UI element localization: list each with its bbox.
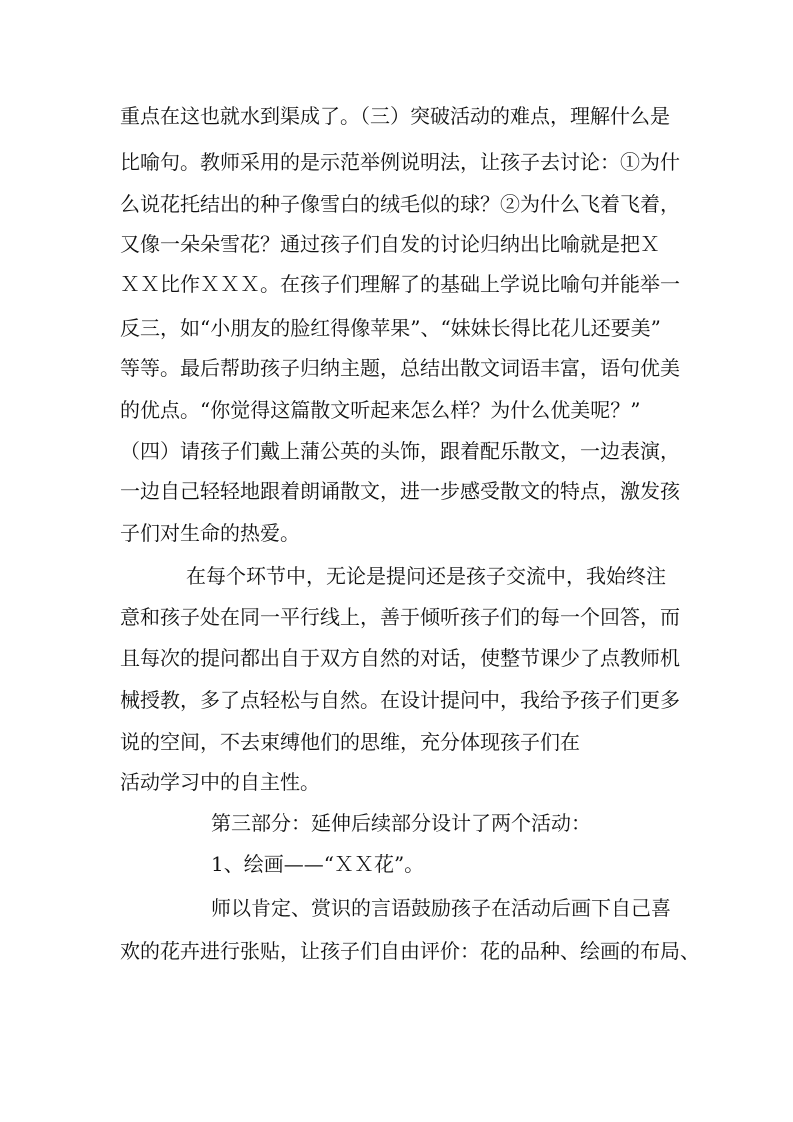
text-line-3: 么说花托结出的种子像雪白的绒毛似的球？②为什么飞着飞着， xyxy=(120,192,680,216)
text-line-13: 意和孩子处在同一平行线上，善于倾听孩子们的每一个回答，而 xyxy=(120,605,680,629)
text-line-17: 活动学习中的自主性。 xyxy=(120,770,320,794)
text-line-1: 重点在这也就水到渠成了。（三）突破活动的难点，理解什么是 xyxy=(120,104,670,128)
text-line-15: 械授教，多了点轻松与自然。在设计提问中，我给予孩子们更多 xyxy=(120,688,680,712)
text-line-2: 比喻句。教师采用的是示范举例说明法，让孩子去讨论：①为什 xyxy=(120,150,680,174)
text-line-6: 反三，如“小朋友的脸红得像苹果”、“妹妹长得比花儿还要美” xyxy=(120,316,661,340)
section-heading-part-3: 第三部分：延伸后续部分设计了两个活动： xyxy=(211,811,591,835)
paragraph-2-line-1: 在每个环节中，无论是提问还是孩子交流中，我始终注 xyxy=(186,564,666,588)
text-line-10: 一边自己轻轻地跟着朗诵散文，进一步感受散文的特点，激发孩 xyxy=(120,479,680,503)
text-line-11: 子们对生命的热爱。 xyxy=(120,521,300,545)
text-line-7: 等等。最后帮助孩子归纳主题，总结出散文词语丰富，语句优美 xyxy=(120,356,680,380)
text-line-5: ＸＸ比作ＸＸＸ。在孩子们理解了的基础上学说比喻句并能举一 xyxy=(120,272,680,296)
subheading-activity-1: 1、绘画——“ＸＸ花”。 xyxy=(211,852,425,876)
text-line-14: 且每次的提问都出自于双方自然的对话，使整节课少了点教师机 xyxy=(120,646,680,670)
text-line-16: 说的空间，不去束缚他们的思维，充分体现孩子们在 xyxy=(120,730,580,754)
text-line-8: 的优点。“你觉得这篇散文听起来怎么样？为什么优美呢？” xyxy=(120,398,641,422)
text-line-21: 欢的花卉进行张贴，让孩子们自由评价：花的品种、绘画的布局、 xyxy=(120,939,700,963)
text-line-9: （四）请孩子们戴上蒲公英的头饰，跟着配乐散文，一边表演， xyxy=(120,439,680,463)
text-line-4: 又像一朵朵雪花？通过孩子们自发的讨论归纳出比喻就是把Ｘ xyxy=(120,232,660,256)
paragraph-3-line-1: 师以肯定、赏识的言语鼓励孩子在活动后画下自己喜 xyxy=(211,896,671,920)
